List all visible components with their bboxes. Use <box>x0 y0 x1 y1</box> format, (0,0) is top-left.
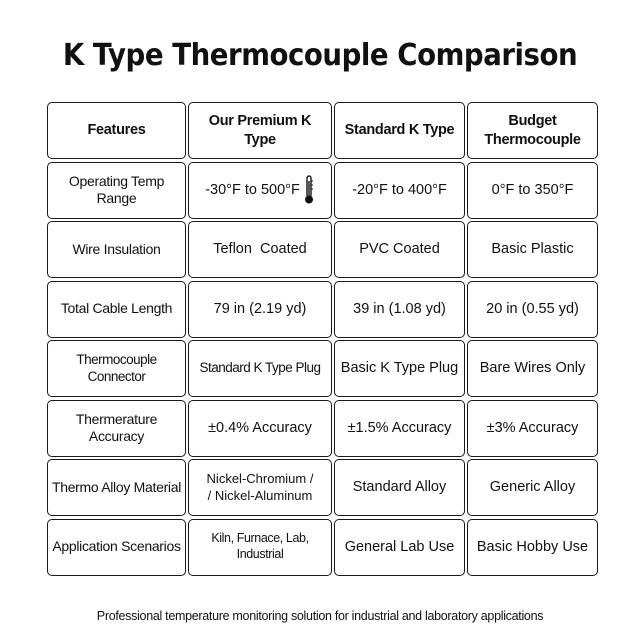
cell-value: PVC Coated <box>359 241 440 258</box>
budget-alloy <box>467 459 598 516</box>
budget-applications <box>467 519 598 576</box>
premium-wire-insulation <box>188 221 332 278</box>
standard-alloy <box>334 459 465 516</box>
cell-value: ±3% Accuracy <box>486 419 579 436</box>
cell-value: 79 in (2.19 yd) <box>213 300 307 317</box>
cell-value: Bare Wires Only <box>479 360 586 377</box>
feature-accuracy <box>47 400 186 457</box>
cell-value: 39 in (1.08 yd) <box>353 300 446 317</box>
standard-operating-temp <box>334 162 465 219</box>
feature-connector <box>47 340 186 397</box>
feature-applications <box>47 519 186 576</box>
feature-wire-insulation <box>47 221 186 278</box>
premium-applications <box>188 519 332 576</box>
header-budget <box>467 102 598 159</box>
standard-accuracy <box>334 400 465 457</box>
cell-value-line1: Nickel-Chromium / <box>206 471 314 487</box>
cell-value: Basic K Type Plug <box>340 360 459 377</box>
cell-value: ±1.5% Accuracy <box>347 419 452 436</box>
budget-connector <box>467 340 598 397</box>
budget-wire-insulation <box>467 221 598 278</box>
cell-value: -30°F to 500°F <box>205 181 300 198</box>
feature-operating-temp <box>47 162 186 219</box>
page-title: K Type Thermocouple Comparison <box>62 38 578 73</box>
footer-caption: Professional temperature monitoring solution for industrial and laboratory applications <box>96 609 544 623</box>
budget-cable-length <box>467 281 598 338</box>
cell-value: Standard K Type Plug <box>199 360 321 376</box>
thermometer-icon <box>303 175 315 205</box>
feature-alloy <box>47 459 186 516</box>
cell-value: Kiln, Furnace, Lab, Industrial <box>211 531 309 561</box>
premium-accuracy <box>188 400 332 457</box>
header-features <box>47 102 186 159</box>
budget-accuracy <box>467 400 598 457</box>
feature-label: Thermocouple Connector <box>76 351 157 384</box>
cell-value: Generic Alloy <box>489 479 576 496</box>
feature-label: Wire Insulation <box>72 240 161 257</box>
budget-operating-temp <box>467 162 598 219</box>
feature-label: Operating Temp Range <box>68 172 165 206</box>
premium-connector <box>188 340 332 397</box>
header-label: Our Premium K Type <box>208 113 312 148</box>
cell-value: 0°F to 350°F <box>491 181 574 198</box>
feature-label: Total Cable Length <box>60 300 173 317</box>
premium-cable-length <box>188 281 332 338</box>
premium-alloy <box>188 459 332 516</box>
cell-value: -20°F to 400°F <box>352 181 447 198</box>
cell-value: 20 in (0.55 yd) <box>486 300 579 317</box>
cell-value: Basic Hobby Use <box>476 538 589 555</box>
feature-label: Thermerature Accuracy <box>75 410 158 444</box>
premium-operating-temp <box>188 162 332 219</box>
standard-cable-length <box>334 281 465 338</box>
cell-value: Basic Plastic <box>491 241 574 258</box>
header-label: Features <box>87 122 146 139</box>
standard-wire-insulation <box>334 221 465 278</box>
standard-applications <box>334 519 465 576</box>
header-premium <box>188 102 332 159</box>
header-standard <box>334 102 465 159</box>
header-label: Standard K Type <box>344 122 455 139</box>
standard-connector <box>334 340 465 397</box>
header-label: Budget Thermocouple <box>484 113 581 148</box>
cell-value: Standard Alloy <box>352 479 447 496</box>
cell-value: General Lab Use <box>344 538 455 555</box>
cell-value: ±0.4% Accuracy <box>208 419 312 436</box>
feature-cable-length <box>47 281 186 338</box>
feature-label: Application Scenarios <box>52 538 181 555</box>
cell-value: Teflon Coated <box>213 241 307 258</box>
feature-label: Thermo Alloy Material <box>51 478 182 495</box>
cell-value-line2: / Nickel-Aluminum <box>207 487 313 503</box>
comparison-table <box>47 102 600 582</box>
